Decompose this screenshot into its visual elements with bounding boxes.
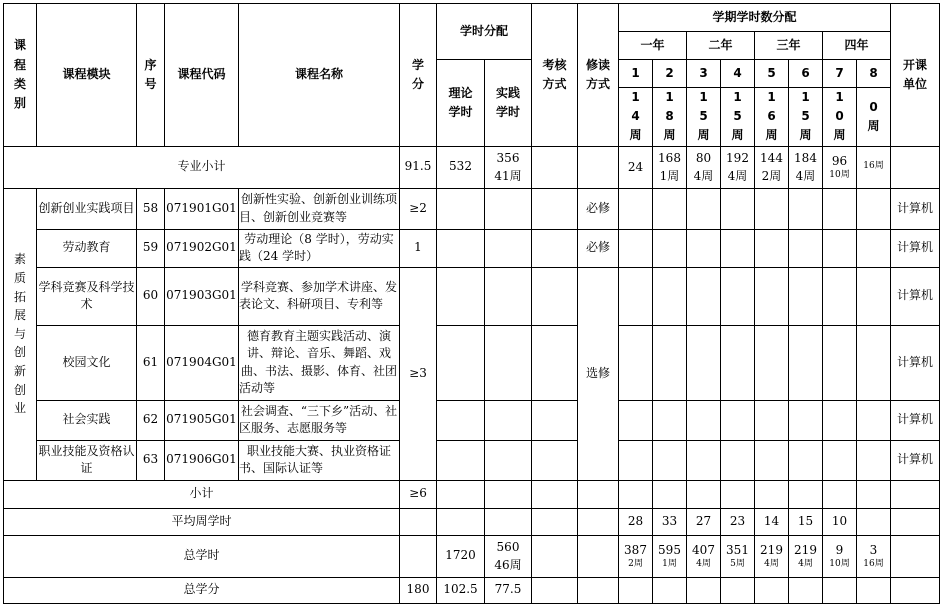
term-8: 8 xyxy=(857,60,891,88)
elective-study: 选修 xyxy=(578,267,619,480)
avg-weekly-term-5: 14 xyxy=(755,508,789,535)
term-7: 7 xyxy=(823,60,857,88)
major-subtotal-theory: 532 xyxy=(437,146,485,188)
course-credit: 1 xyxy=(400,229,437,267)
course-unit: 计算机 xyxy=(891,229,940,267)
year-3: 三年 xyxy=(755,32,823,60)
term-3: 3 xyxy=(687,60,721,88)
course-unit: 计算机 xyxy=(891,325,940,400)
header-semester-alloc: 学期学时数分配 xyxy=(619,4,891,32)
course-unit: 计算机 xyxy=(891,267,940,325)
total-hours-term-7: 9 10周 xyxy=(823,535,857,577)
year-4: 四年 xyxy=(823,32,891,60)
subtotal-label: 小计 xyxy=(4,480,400,508)
total-hours-term-2: 595 1周 xyxy=(653,535,687,577)
major-subtotal-unit xyxy=(891,146,940,188)
total-hours-label: 总学时 xyxy=(4,535,400,577)
major-subtotal-label: 专业小计 xyxy=(4,146,400,188)
header-credit: 学分 xyxy=(400,4,437,147)
year-2: 二年 xyxy=(687,32,755,60)
header-theory: 理论学时 xyxy=(437,60,485,147)
course-module: 学科竞赛及科学技术 xyxy=(37,267,137,325)
table-row xyxy=(4,325,940,400)
header-hours-alloc: 学时分配 xyxy=(437,4,532,60)
total-credits-label: 总学分 xyxy=(4,577,400,603)
course-name: 劳动理论（8 学时），劳动实践（24 学时） xyxy=(239,229,400,267)
course-module: 劳动教育 xyxy=(37,229,137,267)
major-subtotal-term-3: 80 4周 xyxy=(687,146,721,188)
subtotal-row xyxy=(4,480,940,508)
major-subtotal-practice: 356 41周 xyxy=(485,146,532,188)
major-subtotal-term-8: 16周 xyxy=(857,146,891,188)
course-name: 社会调查、“三下乡”活动、社区服务、志愿服务等 xyxy=(239,400,400,440)
course-name: 德育教育主题实践活动、演讲、辩论、音乐、舞蹈、戏曲、书法、摄影、体育、社团活动等 xyxy=(239,325,400,400)
header-category: 课程类别 xyxy=(4,4,37,147)
table-row xyxy=(4,229,940,267)
term-weeks-1: 14周 xyxy=(619,88,653,147)
course-module: 校园文化 xyxy=(37,325,137,400)
course-unit: 计算机 xyxy=(891,188,940,229)
course-seq: 63 xyxy=(137,440,165,480)
course-seq: 59 xyxy=(137,229,165,267)
table-row xyxy=(4,400,940,440)
header-module: 课程模块 xyxy=(37,4,137,147)
avg-weekly-term-6: 15 xyxy=(789,508,823,535)
table-row xyxy=(4,188,940,229)
term-4: 4 xyxy=(721,60,755,88)
avg-weekly-term-8 xyxy=(857,508,891,535)
header-code: 课程代码 xyxy=(165,4,239,147)
term-weeks-4: 15周 xyxy=(721,88,755,147)
major-subtotal-credit: 91.5 xyxy=(400,146,437,188)
term-weeks-2: 18周 xyxy=(653,88,687,147)
header-name: 课程名称 xyxy=(239,4,400,147)
table-row xyxy=(4,440,940,480)
total-hours-term-4: 351 5周 xyxy=(721,535,755,577)
course-study: 必修 xyxy=(578,229,619,267)
total-hours-term-3: 407 4周 xyxy=(687,535,721,577)
header-practice: 实践学时 xyxy=(485,60,532,147)
major-subtotal-term-4: 192 4周 xyxy=(721,146,755,188)
avg-weekly-term-4: 23 xyxy=(721,508,755,535)
course-seq: 61 xyxy=(137,325,165,400)
subtotal-credit: ≥6 xyxy=(400,480,437,508)
avg-weekly-term-2: 33 xyxy=(653,508,687,535)
term-1: 1 xyxy=(619,60,653,88)
term-weeks-8: 0周 xyxy=(857,88,891,147)
course-module: 社会实践 xyxy=(37,400,137,440)
total-hours-row xyxy=(4,535,940,577)
total-hours-term-6: 219 4周 xyxy=(789,535,823,577)
elective-credit: ≥3 xyxy=(400,267,437,480)
curriculum-table xyxy=(3,3,940,604)
course-code: 071901G01 xyxy=(165,188,239,229)
course-credit: ≥2 xyxy=(400,188,437,229)
major-subtotal-row xyxy=(4,146,940,188)
course-code: 071905G01 xyxy=(165,400,239,440)
course-study: 必修 xyxy=(578,188,619,229)
course-name: 职业技能大赛、执业资格证书、国际认证等 xyxy=(239,440,400,480)
course-seq: 62 xyxy=(137,400,165,440)
course-name: 创新性实验、创新创业训练项目、创新创业竞赛等 xyxy=(239,188,400,229)
course-code: 071902G01 xyxy=(165,229,239,267)
major-subtotal-term-7: 96 10周 xyxy=(823,146,857,188)
major-subtotal-term-6: 184 4周 xyxy=(789,146,823,188)
total-hours-theory: 1720 xyxy=(437,535,485,577)
course-unit: 计算机 xyxy=(891,400,940,440)
course-seq: 60 xyxy=(137,267,165,325)
year-1: 一年 xyxy=(619,32,687,60)
avg-weekly-row xyxy=(4,508,940,535)
avg-weekly-term-1: 28 xyxy=(619,508,653,535)
major-subtotal-term-2: 168 1周 xyxy=(653,146,687,188)
header-assess: 考核方式 xyxy=(532,4,578,147)
major-subtotal-term-1: 24 xyxy=(619,146,653,188)
total-credits-row xyxy=(4,577,940,603)
total-hours-term-1: 387 2周 xyxy=(619,535,653,577)
total-credits-practice: 77.5 xyxy=(485,577,532,603)
term-weeks-7: 10周 xyxy=(823,88,857,147)
avg-weekly-label: 平均周学时 xyxy=(4,508,400,535)
header-study: 修读方式 xyxy=(578,4,619,147)
total-credits-credit: 180 xyxy=(400,577,437,603)
avg-weekly-term-7: 10 xyxy=(823,508,857,535)
category-label: 素质拓展与创新创业 xyxy=(4,188,37,480)
course-module: 创新创业实践项目 xyxy=(37,188,137,229)
header-seq: 序号 xyxy=(137,4,165,147)
term-weeks-5: 16周 xyxy=(755,88,789,147)
course-unit: 计算机 xyxy=(891,440,940,480)
avg-weekly-term-3: 27 xyxy=(687,508,721,535)
total-hours-term-8: 3 16周 xyxy=(857,535,891,577)
major-subtotal-study xyxy=(578,146,619,188)
course-code: 071904G01 xyxy=(165,325,239,400)
total-hours-term-5: 219 4周 xyxy=(755,535,789,577)
term-weeks-6: 15周 xyxy=(789,88,823,147)
course-code: 071903G01 xyxy=(165,267,239,325)
major-subtotal-term-5: 144 2周 xyxy=(755,146,789,188)
term-5: 5 xyxy=(755,60,789,88)
course-seq: 58 xyxy=(137,188,165,229)
course-module: 职业技能及资格认证 xyxy=(37,440,137,480)
total-credits-theory: 102.5 xyxy=(437,577,485,603)
major-subtotal-assess xyxy=(532,146,578,188)
term-6: 6 xyxy=(789,60,823,88)
header-unit: 开课单位 xyxy=(891,4,940,147)
course-code: 071906G01 xyxy=(165,440,239,480)
term-2: 2 xyxy=(653,60,687,88)
total-hours-practice: 560 46周 xyxy=(485,535,532,577)
course-name: 学科竞赛、参加学术讲座、发表论文、科研项目、专利等 xyxy=(239,267,400,325)
table-row xyxy=(4,267,940,325)
term-weeks-3: 15周 xyxy=(687,88,721,147)
